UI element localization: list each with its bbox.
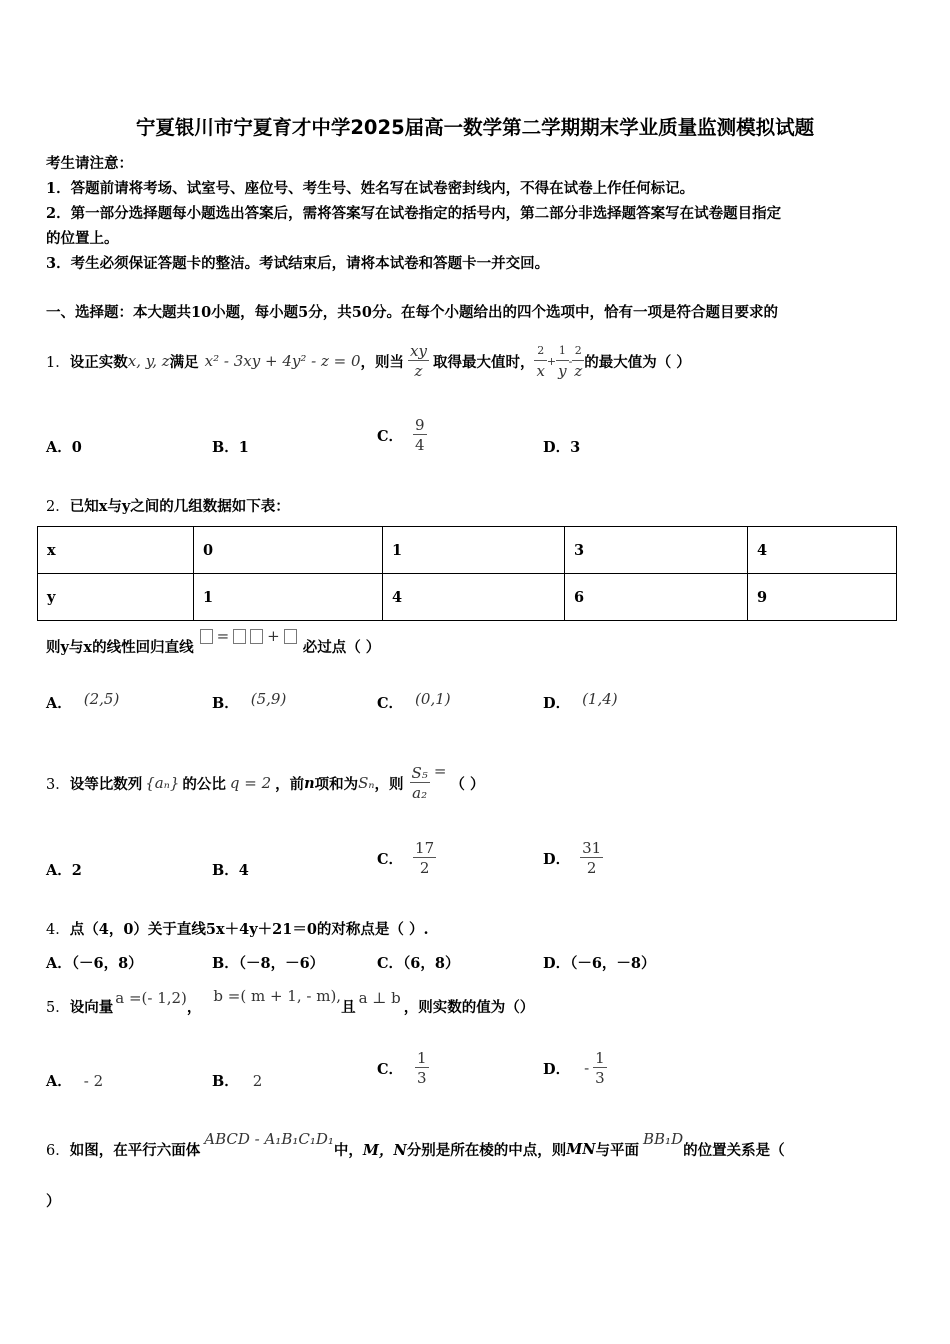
math-solid: ABCD - A₁B₁C₁D₁ — [204, 1130, 334, 1148]
question-text: 项和为 — [314, 775, 359, 793]
question-number: 5． — [46, 999, 70, 1016]
table-cell: 3 — [565, 527, 748, 574]
vector-b: b =( m + 1, - m), — [213, 987, 342, 1005]
q3-option-c[interactable]: C． $\frac{17}{2}$ — [377, 838, 435, 877]
fraction-s5-over-a2: $\frac{\text{S₅}}{\text{a₂}}$ — [411, 763, 428, 802]
question-text: 满足 — [169, 353, 199, 371]
question-number: 4． — [46, 922, 70, 938]
table-cell: 1 — [383, 527, 565, 574]
perpendicular: a ⊥ b — [358, 989, 401, 1007]
math-plane: BB₁D — [643, 1130, 684, 1148]
question-text: ，则当 — [360, 353, 405, 371]
table-row — [38, 574, 897, 621]
fraction-2-over-z: $\frac{2}{z}$ — [574, 343, 583, 380]
page-title: 宁夏银川市宁夏育才中学2025届高一数学第二学期期末学业质量监测模拟试题 — [135, 116, 815, 139]
q3-option-b[interactable]: B．4 — [212, 862, 249, 879]
table-cell: 9 — [748, 574, 897, 621]
q2-option-d[interactable]: D． (1,4) — [543, 690, 618, 712]
section-heading: 一、选择题：本大题共10小题，每小题5分，共50分。在每个小题给出的四个选项中，恰有一项是符合题目要求的 — [46, 304, 778, 321]
question-number: 1． — [46, 354, 70, 371]
question-text: 如图，在平行六面体 — [69, 1141, 201, 1159]
question-text: 已知x与y之间的几组数据如下表： — [69, 498, 290, 515]
q5-option-c[interactable]: C． $\frac{1}{3}$ — [377, 1048, 427, 1087]
question-text: 的位置关系是（ — [683, 1141, 785, 1159]
question-text: 设正实数 — [69, 353, 128, 371]
question-text: 的公比 — [182, 775, 226, 793]
question-2 — [46, 495, 290, 516]
question-text: 的最大值为（ ） — [584, 353, 691, 371]
table-cell: 4 — [748, 527, 897, 574]
math-mn-segment: MN — [566, 1140, 596, 1158]
table-cell: x — [38, 527, 194, 574]
table-cell: 6 — [565, 574, 748, 621]
fraction: $\frac{31}{2}$ — [582, 838, 602, 877]
question-text: 取得最大值时， — [432, 353, 535, 371]
table-cell: 4 — [383, 574, 565, 621]
question-text: 点（4，0）关于直线5x＋4y＋21＝0的对称点是（ ）. — [69, 921, 429, 938]
q2-option-c[interactable]: C． (0,1) — [377, 690, 451, 712]
fraction: $\frac{17}{2}$ — [415, 838, 435, 877]
data-table — [37, 526, 897, 621]
fraction: $\frac{9}{4}$ — [415, 415, 425, 454]
question-number: 2． — [46, 499, 70, 515]
question-text: 设向量 — [69, 998, 114, 1016]
question-6-cont: ） — [46, 1193, 61, 1210]
question-number: 6． — [46, 1142, 70, 1159]
q4-option-a[interactable]: A．（－6，8） — [46, 955, 143, 972]
fraction-2-over-x: $\frac{2}{x}$ — [536, 343, 545, 380]
question-text: 则y与x的线性回归直线 — [46, 638, 194, 656]
table-cell: 0 — [194, 527, 383, 574]
equals-sign: = — [433, 762, 447, 780]
vector-a: a =(- 1,2) — [115, 989, 187, 1007]
question-1: 1． 设正实数 x, y, z 满足 x² - 3xy + 4y² - z = 0 ，则当 $\frac{xy}{z}$ 取得最大值时， $\frac{2}{x}$ + $\frac{1}{y}$ - $\frac{2}{z}$ 的最大值为（ ） — [46, 341, 691, 380]
question-text: ，则 — [374, 775, 404, 793]
notice-item-2: 2．第一部分选择题每小题选出答案后，需将答案写在试卷指定的括号内，第二部分非选择题答案写在试卷题目指定 — [46, 205, 782, 222]
fraction: $\frac{1}{3}$ — [417, 1048, 427, 1087]
question-text: ，前 — [275, 775, 305, 793]
math-n: n — [304, 774, 315, 792]
q4-option-d[interactable]: D．（－6，－8） — [543, 955, 656, 972]
q1-option-a[interactable]: A．0 — [46, 439, 82, 456]
regression-equation-image: = + — [200, 627, 297, 645]
question-4 — [46, 918, 429, 939]
table-row — [38, 527, 897, 574]
question-text: ，则实数的值为（） — [403, 998, 535, 1016]
question-text: 分别是所在棱的中点，则 — [406, 1141, 567, 1159]
question-number: 3． — [46, 776, 70, 793]
math-mn: M，N — [362, 1141, 407, 1159]
notice-item-2-cont: 的位置上。 — [46, 230, 119, 247]
math-equation: x² - 3xy + 4y² - z = 0 — [204, 352, 361, 370]
q5-option-b[interactable]: B． 2 — [212, 1072, 263, 1090]
notice-item-3: 3．考生必须保证答题卡的整洁。考试结束后，请将本试卷和答题卡一并交回。 — [46, 255, 550, 272]
question-2-stem — [46, 626, 380, 666]
question-text: 与平面 — [595, 1141, 640, 1159]
notice-item-1: 1．答题前请将考场、试室号、座位号、考生号、姓名写在试卷密封线内，不得在试卷上作任何标记。 — [46, 180, 695, 197]
q1-option-c[interactable]: C． $\frac{9}{4}$ — [377, 415, 425, 454]
q5-option-a[interactable]: A． - 2 — [46, 1072, 104, 1090]
q2-option-a[interactable]: A． (2,5) — [46, 690, 120, 712]
question-text: 必过点（ ） — [302, 638, 381, 656]
fraction-1-over-y: $\frac{1}{y}$ — [558, 343, 567, 380]
math-ratio: q = 2 — [229, 774, 272, 792]
question-text: 中， — [333, 1141, 363, 1159]
notice-heading: 考生请注意： — [46, 155, 133, 172]
q2-option-b[interactable]: B． (5,9) — [212, 690, 287, 712]
question-3 — [46, 748, 484, 818]
q4-option-b[interactable]: B．（－8，－6） — [212, 955, 325, 972]
math-sn: Sₙ — [358, 774, 375, 792]
q3-option-a[interactable]: A．2 — [46, 862, 82, 879]
question-text: 且 — [341, 998, 356, 1016]
math-sequence: {aₙ} — [145, 774, 180, 792]
math-vars: x, y, z — [127, 352, 170, 370]
q4-option-c[interactable]: C．（6，8） — [377, 955, 460, 972]
question-text: （ ） — [450, 775, 485, 793]
question-text: 设等比数列 — [69, 775, 143, 793]
q1-option-b[interactable]: B．1 — [212, 439, 249, 456]
q1-option-d[interactable]: D．3 — [543, 439, 581, 456]
question-6 — [46, 1124, 785, 1174]
question-5 — [46, 986, 534, 1026]
q3-option-d[interactable]: D． $\frac{31}{2}$ — [543, 838, 602, 877]
table-cell: y — [38, 574, 194, 621]
q5-option-d[interactable]: D． - $\frac{1}{3}$ — [543, 1048, 605, 1087]
fraction: $\frac{1}{3}$ — [595, 1048, 605, 1087]
question-text: ， — [186, 998, 202, 1016]
table-cell: 1 — [194, 574, 383, 621]
fraction-xy-over-z: $\frac{xy}{z}$ — [410, 341, 427, 380]
